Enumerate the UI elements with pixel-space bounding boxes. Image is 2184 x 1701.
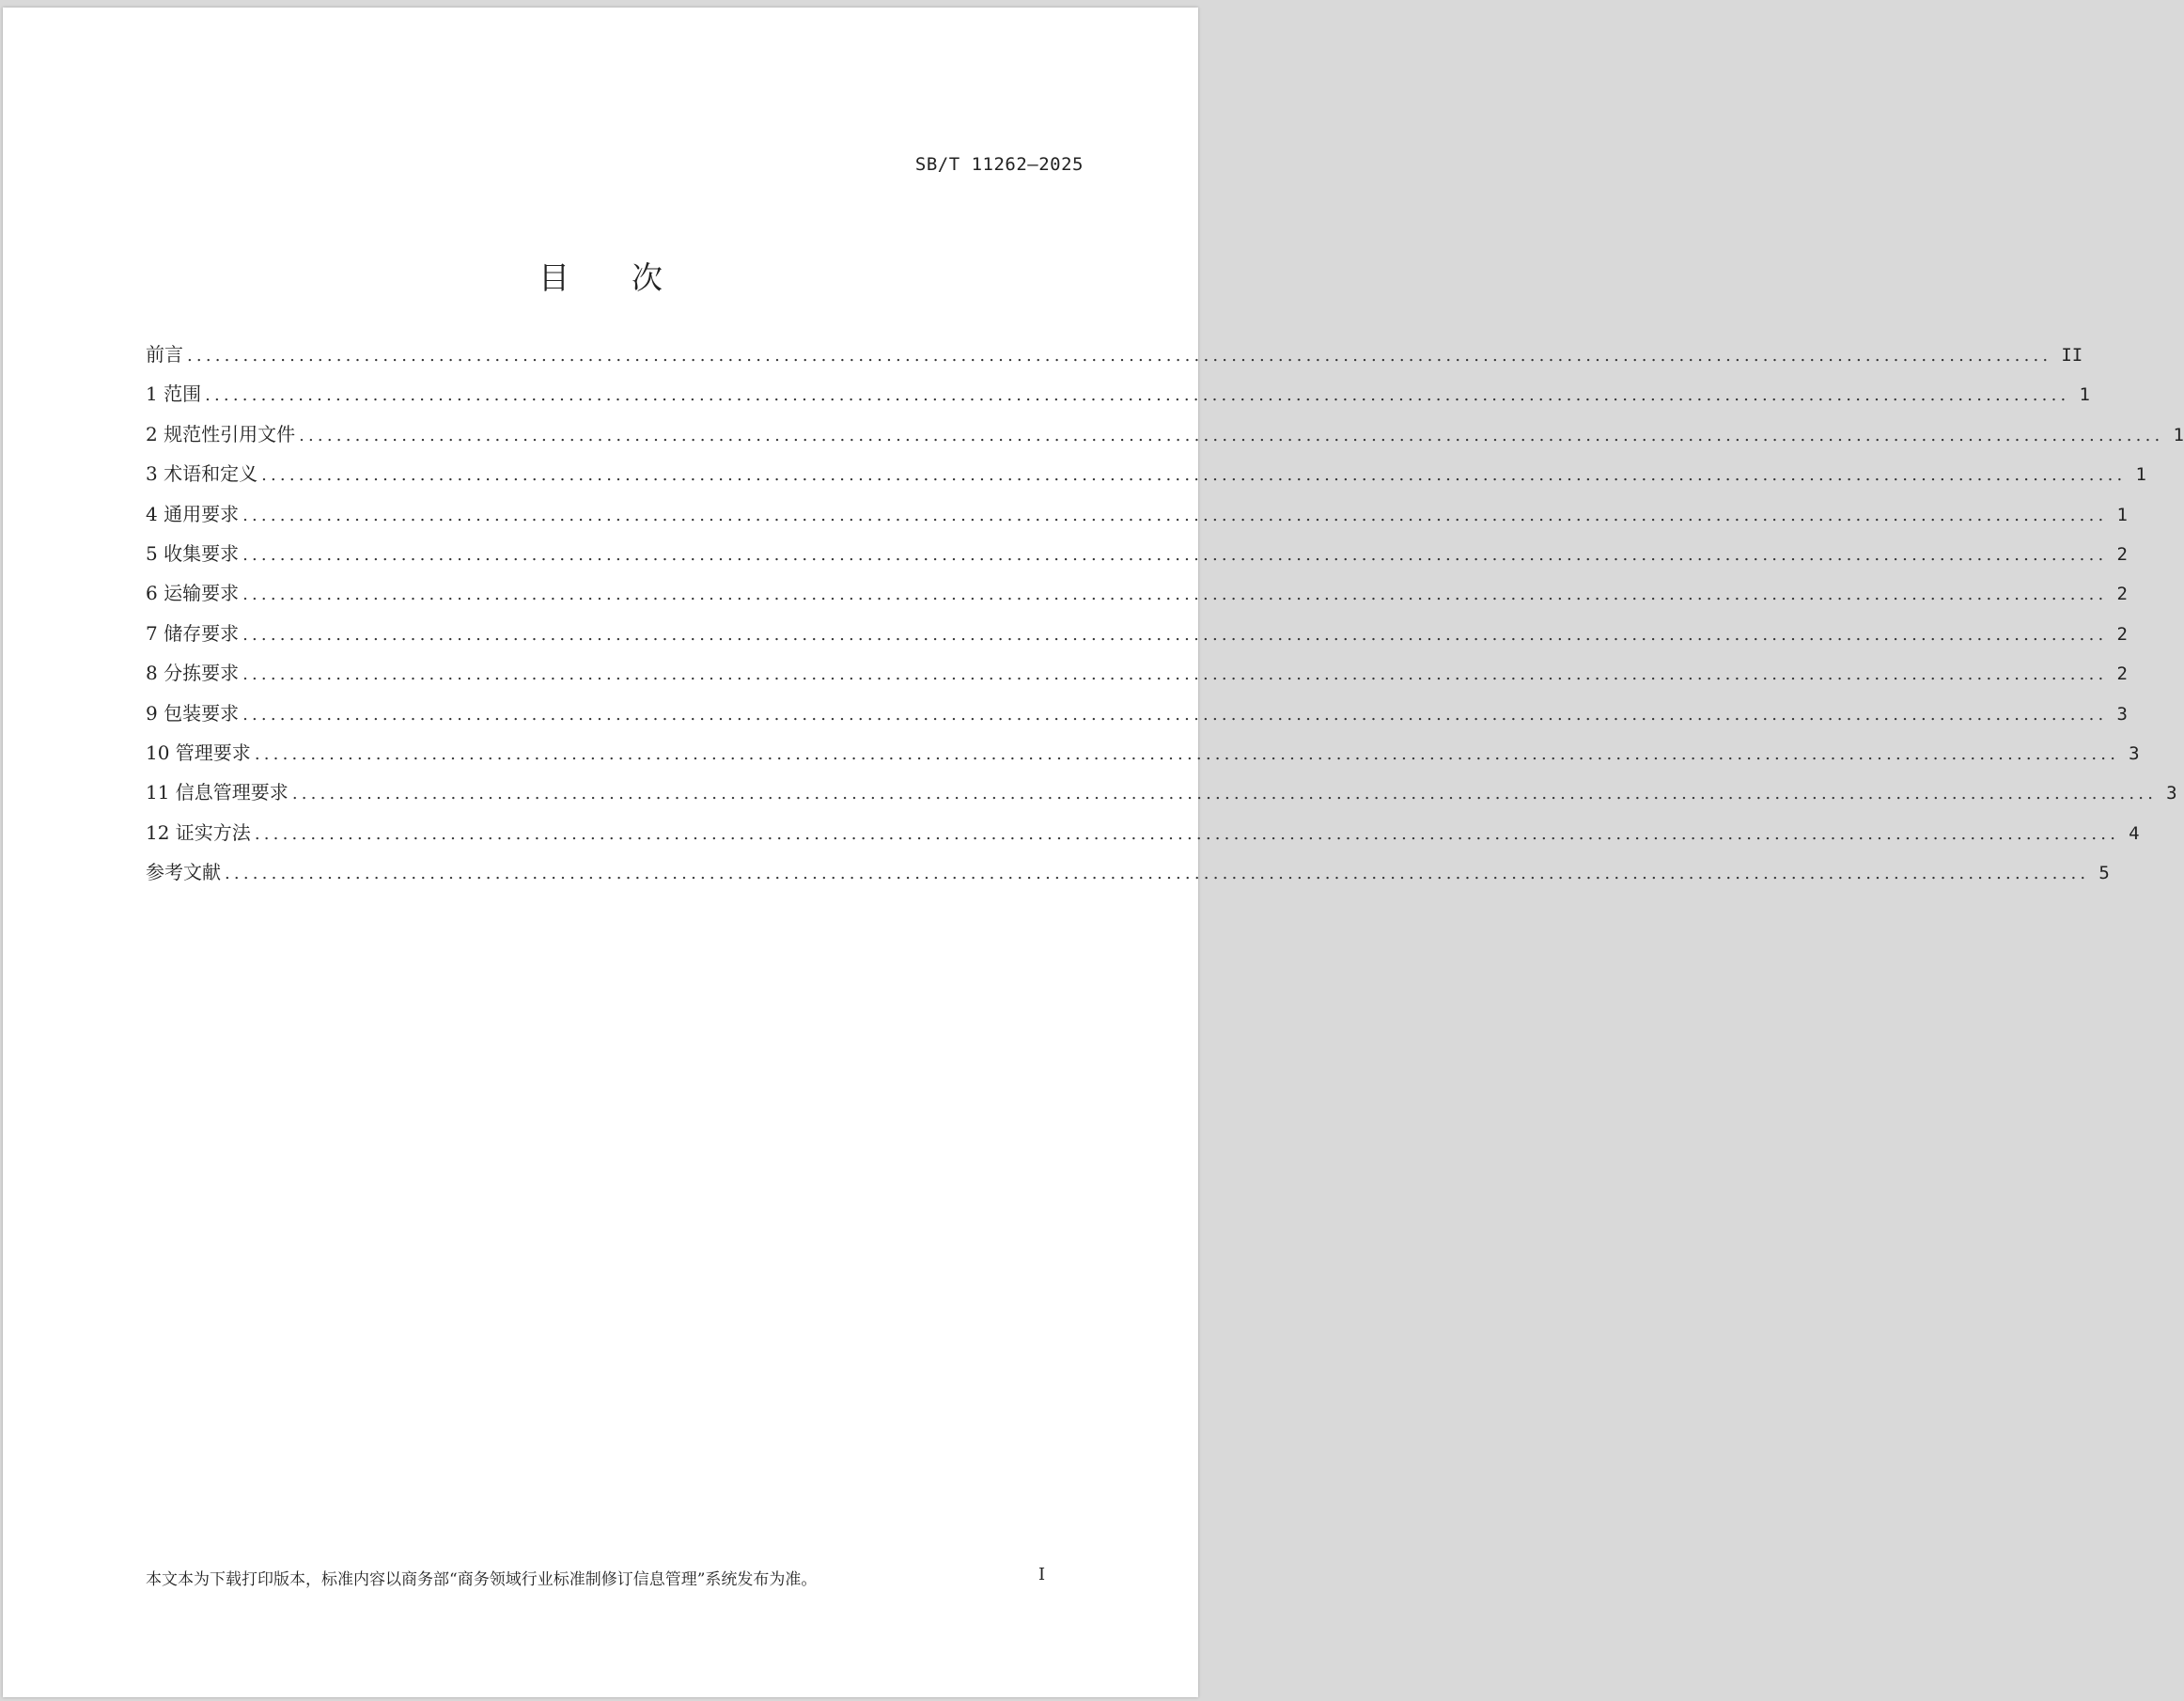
toc-leader-dots: ........................................................................................................................................................................................................ — [242, 664, 2108, 685]
toc-leader-dots: ........................................................................................................................................................................................................ — [291, 784, 2158, 804]
toc-entry-management-requirements[interactable] — [146, 741, 2140, 780]
toc-leader-dots: ........................................................................................................................................................................................................ — [205, 385, 2070, 406]
toc-entry-label: 10 管理要求 — [146, 741, 251, 764]
toc-entry-page: 1 — [2116, 504, 2128, 525]
document-page — [3, 8, 2184, 1697]
toc-entry-sorting-requirements[interactable] — [146, 661, 2128, 700]
toc-entry-label: 4 通用要求 — [146, 502, 240, 525]
footer-page-number: I — [1038, 1565, 1046, 1584]
toc-entry-normative-references[interactable] — [146, 422, 2184, 461]
toc-entry-label: 8 分拣要求 — [146, 662, 240, 685]
toc-entry-label: 12 证实方法 — [146, 820, 251, 844]
toc-leader-dots: ........................................................................................................................................................................................................ — [225, 864, 2090, 884]
toc-entry-label: 9 包装要求 — [146, 701, 240, 725]
toc-leader-dots: ........................................................................................................................................................................................................ — [187, 346, 2052, 366]
toc-entry-bibliography[interactable] — [146, 860, 2110, 899]
toc-entry-page: II — [2061, 345, 2083, 366]
toc-entry-verification-methods[interactable] — [146, 820, 2140, 860]
toc-entry-label: 6 运输要求 — [146, 582, 240, 605]
toc-entry-page: 1 — [2079, 384, 2090, 406]
toc-entry-page: 1 — [2135, 464, 2146, 486]
toc-entry-page: 5 — [2098, 863, 2110, 884]
toc-leader-dots: ........................................................................................................................................................................................................ — [261, 465, 2127, 486]
toc-entry-label: 2 规范性引用文件 — [146, 422, 296, 445]
toc-entry-storage-requirements[interactable] — [146, 621, 2128, 661]
toc-entry-page: 3 — [2166, 783, 2177, 804]
toc-entry-label: 5 收集要求 — [146, 541, 240, 565]
toc-leader-dots: ........................................................................................................................................................................................................ — [242, 544, 2108, 565]
page-title: 目 次 — [538, 259, 663, 296]
toc-entry-label: 3 术语和定义 — [146, 462, 258, 486]
toc-entry-collection-requirements[interactable] — [146, 541, 2128, 581]
toc-entry-page: 1 — [2173, 424, 2184, 445]
toc-leader-dots: ........................................................................................................................................................................................................ — [299, 425, 2164, 445]
toc-entry-packaging-requirements[interactable] — [146, 701, 2128, 741]
toc-entry-foreword[interactable] — [146, 342, 2083, 382]
toc-leader-dots: ........................................................................................................................................................................................................ — [242, 704, 2108, 725]
document-code: SB/T 11262—2025 — [914, 154, 1084, 175]
toc-entry-label: 1 范围 — [146, 382, 202, 406]
toc-entry-information-management-requirements[interactable] — [146, 780, 2177, 819]
toc-entry-page: 2 — [2116, 663, 2128, 685]
toc-leader-dots: ........................................................................................................................................................................................................ — [242, 505, 2108, 525]
toc-entry-terms-definitions[interactable] — [146, 461, 2146, 501]
toc-entry-label: 11 信息管理要求 — [146, 781, 289, 804]
toc-entry-scope[interactable] — [146, 382, 2090, 421]
toc-leader-dots: ........................................................................................................................................................................................................ — [242, 624, 2108, 645]
toc-entry-page: 2 — [2116, 543, 2128, 565]
footer-disclaimer: 本文本为下载打印版本，标准内容以商务部“商务领域行业标准制修订信息管理”系统发布为准。 — [146, 1570, 818, 1589]
toc-entry-page: 2 — [2116, 584, 2128, 605]
toc-leader-dots: ........................................................................................................................................................................................................ — [242, 585, 2108, 605]
toc-entry-page: 2 — [2116, 623, 2128, 645]
toc-entry-general-requirements[interactable] — [146, 502, 2128, 541]
toc-entry-label: 参考文献 — [146, 861, 221, 884]
toc-entry-page: 3 — [2129, 742, 2140, 764]
toc-entry-label: 前言 — [146, 343, 183, 366]
toc-entry-label: 7 储存要求 — [146, 621, 240, 645]
toc-entry-page: 3 — [2116, 703, 2128, 725]
toc-leader-dots: ........................................................................................................................................................................................................ — [254, 823, 2120, 844]
toc-entry-transport-requirements[interactable] — [146, 581, 2128, 620]
table-of-contents — [146, 342, 2184, 899]
toc-leader-dots: ........................................................................................................................................................................................................ — [254, 743, 2120, 764]
toc-entry-page: 4 — [2129, 822, 2140, 844]
